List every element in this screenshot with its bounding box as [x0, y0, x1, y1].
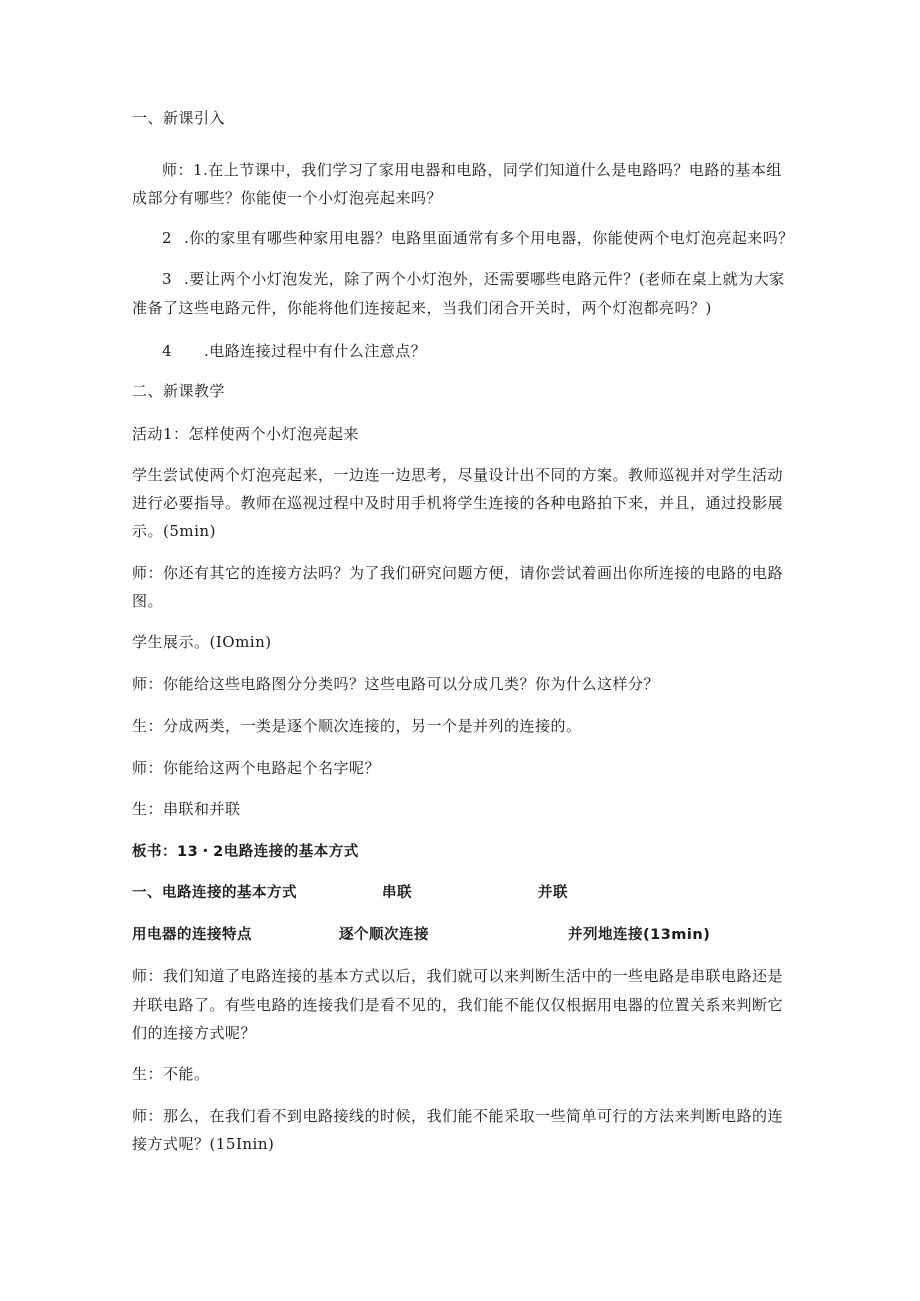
section2-heading: 二、新课教学 [132, 382, 226, 400]
question4-number: 4 [162, 342, 173, 360]
board-row2-col1: 用电器的连接特点 [132, 927, 252, 943]
paragraph6: 师：你能给这两个电路起个名字呢？ [132, 759, 381, 777]
question4 [162, 341, 426, 361]
board-row1-col2: 串联 [382, 885, 412, 901]
board-row1-col1: 一、电路连接的基本方式 [132, 885, 297, 901]
paragraph1-line3: 示。(5min) [132, 522, 216, 540]
paragraph8-line2: 并联电路了。有些电路的连接我们是看不见的，我们能不能仅仅根据用电器的位置关系来判断它 [132, 996, 784, 1014]
paragraph7: 生：串联和并联 [132, 800, 241, 818]
paragraph1-line2: 进行必要指导。教师在巡视过程中及时用手机将学生连接的各种电路拍下来，并且，通过投影展 [132, 494, 784, 512]
paragraph5: 生：分成两类，一类是逐个顺次连接的，另一个是并列的连接的。 [132, 717, 582, 735]
paragraph2-line1: 师：你还有其它的连接方法吗？为了我们研究问题方便，请你尝试着画出你所连接的电路的电路 [132, 564, 784, 582]
question3-text: .要让两个小灯泡发光，除了两个小灯泡外，还需要哪些电路元件？(老师在桌上就为大家 [184, 270, 785, 288]
section1-heading: 一、新课引入 [132, 109, 226, 127]
paragraph10-line2: 接方式呢？(15Inin) [132, 1135, 275, 1153]
paragraph10-line1: 师：那么，在我们看不到电路接线的时候，我们能不能采取一些简单可行的方法来判断电路的连 [132, 1107, 784, 1125]
question3-number: 3 [162, 270, 173, 288]
board-title: 板书：13・2电路连接的基本方式 [132, 844, 359, 860]
paragraph3: 学生展示。(IOmin) [132, 633, 272, 651]
question1-line1: 师：1.在上节课中，我们学习了家用电器和电路，同学们知道什么是电路吗？电路的基本组 [162, 161, 782, 179]
question3-line1 [162, 269, 785, 289]
paragraph8-line1: 师：我们知道了电路连接的基本方式以后，我们就可以来判断生活中的一些电路是串联电路还是 [132, 967, 784, 985]
question1-line2: 成部分有哪些？你能使一个小灯泡亮起来吗？ [132, 189, 443, 207]
activity1-title: 活动1：怎样使两个小灯泡亮起来 [132, 425, 360, 443]
board-row1-col3: 并联 [538, 885, 568, 901]
paragraph4: 师：你能给这些电路图分分类吗？这些电路可以分成几类？你为什么这样分？ [132, 675, 660, 693]
paragraph9: 生：不能。 [132, 1065, 210, 1083]
question2-text: .你的家里有哪些种家用电器？电路里面通常有多个用电器，你能使两个电灯泡亮起来吗？ [184, 229, 794, 247]
question3-line2: 准备了这些电路元件，你能将他们连接起来，当我们闭合开关时，两个灯泡都亮吗？) [132, 299, 712, 317]
board-row2-col2: 逐个顺次连接 [339, 927, 429, 943]
question2-number: 2 [162, 229, 173, 247]
question2 [162, 228, 794, 248]
paragraph1-line1: 学生尝试使两个灯泡亮起来，一边连一边思考，尽量设计出不同的方案。教师巡视并对学生活动 [132, 466, 784, 484]
paragraph2-line2: 图。 [132, 592, 164, 610]
question4-text: .电路连接过程中有什么注意点？ [204, 342, 427, 360]
paragraph8-line3: 们的连接方式呢？ [132, 1024, 257, 1042]
board-row2-col3: 并列地连接(13min) [568, 927, 711, 943]
